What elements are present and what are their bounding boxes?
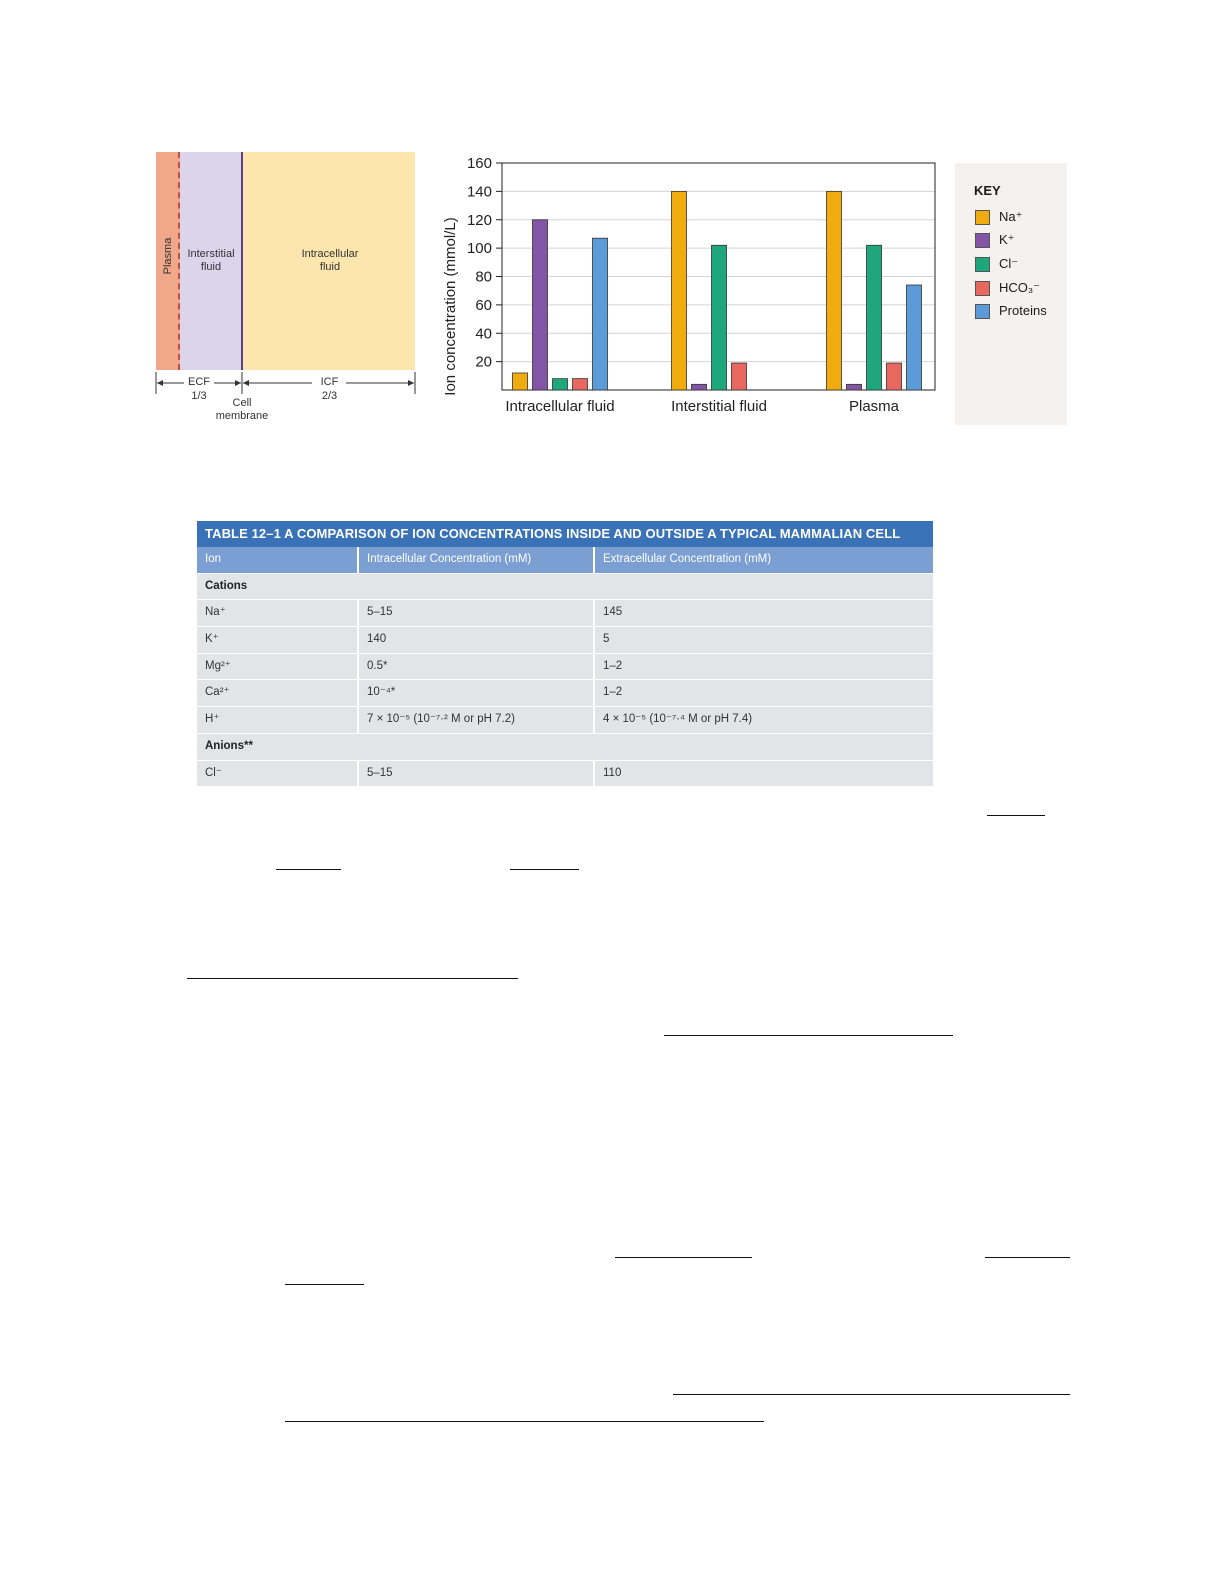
ion-concentration-chart [438, 150, 938, 425]
table-row: Mg²⁺ 0.5* 1–2 [197, 654, 933, 681]
blank-line[interactable] [985, 1257, 1070, 1258]
key-swatch-proteins [975, 304, 990, 319]
bar [907, 285, 922, 390]
bar [732, 363, 747, 390]
chart-key [955, 163, 1067, 425]
key-swatch-hco3 [975, 281, 990, 296]
blank-line[interactable] [510, 869, 579, 870]
table-section-cations: Cations [197, 574, 933, 601]
y-axis-label: Ion concentration (mmol/L) [442, 217, 459, 396]
ecf-label: ECF [188, 376, 210, 388]
y-tick-label: 140 [466, 183, 492, 201]
blank-line[interactable] [664, 1035, 953, 1036]
fluid-compartment-diagram [150, 150, 420, 430]
table-row: Na⁺ 5–15 145 [197, 600, 933, 627]
blank-line[interactable] [987, 815, 1045, 816]
key-swatch-cl [975, 257, 990, 272]
y-tick-label: 80 [475, 268, 492, 286]
table-row: Ca²⁺ 10⁻⁴* 1–2 [197, 680, 933, 707]
table-header-row [197, 547, 933, 574]
bar [847, 384, 862, 390]
bar [712, 245, 727, 390]
blank-line[interactable] [285, 1421, 764, 1422]
blank-line[interactable] [285, 1284, 364, 1285]
bar [593, 238, 608, 390]
capillary-wall-line [178, 152, 180, 370]
bar [513, 373, 528, 390]
y-tick-label: 120 [466, 211, 492, 229]
plasma-label: Plasma [162, 237, 174, 275]
key-title: KEY [974, 183, 1001, 198]
icf-label: ICF [320, 376, 339, 388]
bar [692, 384, 707, 390]
key-swatch-na [975, 210, 990, 225]
header-extracellular: Extracellular Concentration (mM) [603, 553, 772, 565]
blank-line[interactable] [673, 1394, 1070, 1395]
table-title: TABLE 12–1 A COMPARISON OF ION CONCENTRATIONS INSIDE AND OUTSIDE A TYPICAL MAMMALIAN CELL [197, 521, 933, 547]
table-row: H⁺ 7 × 10⁻⁵ (10⁻⁷·² M or pH 7.2) 4 × 10⁻⁵ (10⁻⁷·⁴ M or pH 7.4) [197, 707, 933, 734]
ecf-fraction: 1/3 [191, 390, 207, 402]
icf-fraction: 2/3 [321, 390, 338, 402]
cell-membrane-label: Cell membrane [215, 397, 269, 422]
x-category-label: Interstitial fluid [671, 398, 767, 415]
bar [887, 363, 902, 390]
header-intracellular: Intracellular Concentration (mM) [359, 547, 595, 573]
y-tick-label: 100 [466, 240, 492, 258]
y-tick-label: 20 [475, 353, 492, 371]
key-item-hco3: HCO₃⁻ [975, 280, 1040, 298]
x-category-label: Plasma [848, 398, 900, 415]
key-item-proteins: Proteins [975, 303, 1047, 321]
key-swatch-k [975, 233, 990, 248]
bar [672, 191, 687, 390]
ion-concentration-table [197, 521, 933, 787]
blank-line[interactable] [276, 869, 341, 870]
bar [553, 379, 568, 390]
cell-membrane-line [241, 152, 243, 370]
key-item-cl: Cl⁻ [975, 256, 1018, 274]
blank-line[interactable] [615, 1257, 752, 1258]
y-tick-label: 40 [475, 325, 492, 343]
table-row: K⁺ 140 5 [197, 627, 933, 654]
bar [573, 379, 588, 390]
table-section-anions: Anions** [197, 734, 933, 761]
table-row: Cl⁻ 5–15 110 [197, 761, 933, 788]
header-ion: Ion [197, 547, 359, 573]
interstitial-label: Interstitial fluid [187, 248, 235, 273]
key-item-na: Na⁺ [975, 209, 1022, 227]
intracellular-label: Intracellular fluid [301, 248, 359, 273]
x-category-label: Intracellular fluid [505, 398, 615, 415]
bar [867, 245, 882, 390]
bar [533, 220, 548, 390]
blank-line[interactable] [187, 978, 518, 979]
bar [827, 191, 842, 390]
y-tick-label: 160 [466, 155, 492, 172]
key-item-k: K⁺ [975, 232, 1015, 250]
y-tick-label: 60 [475, 296, 492, 314]
